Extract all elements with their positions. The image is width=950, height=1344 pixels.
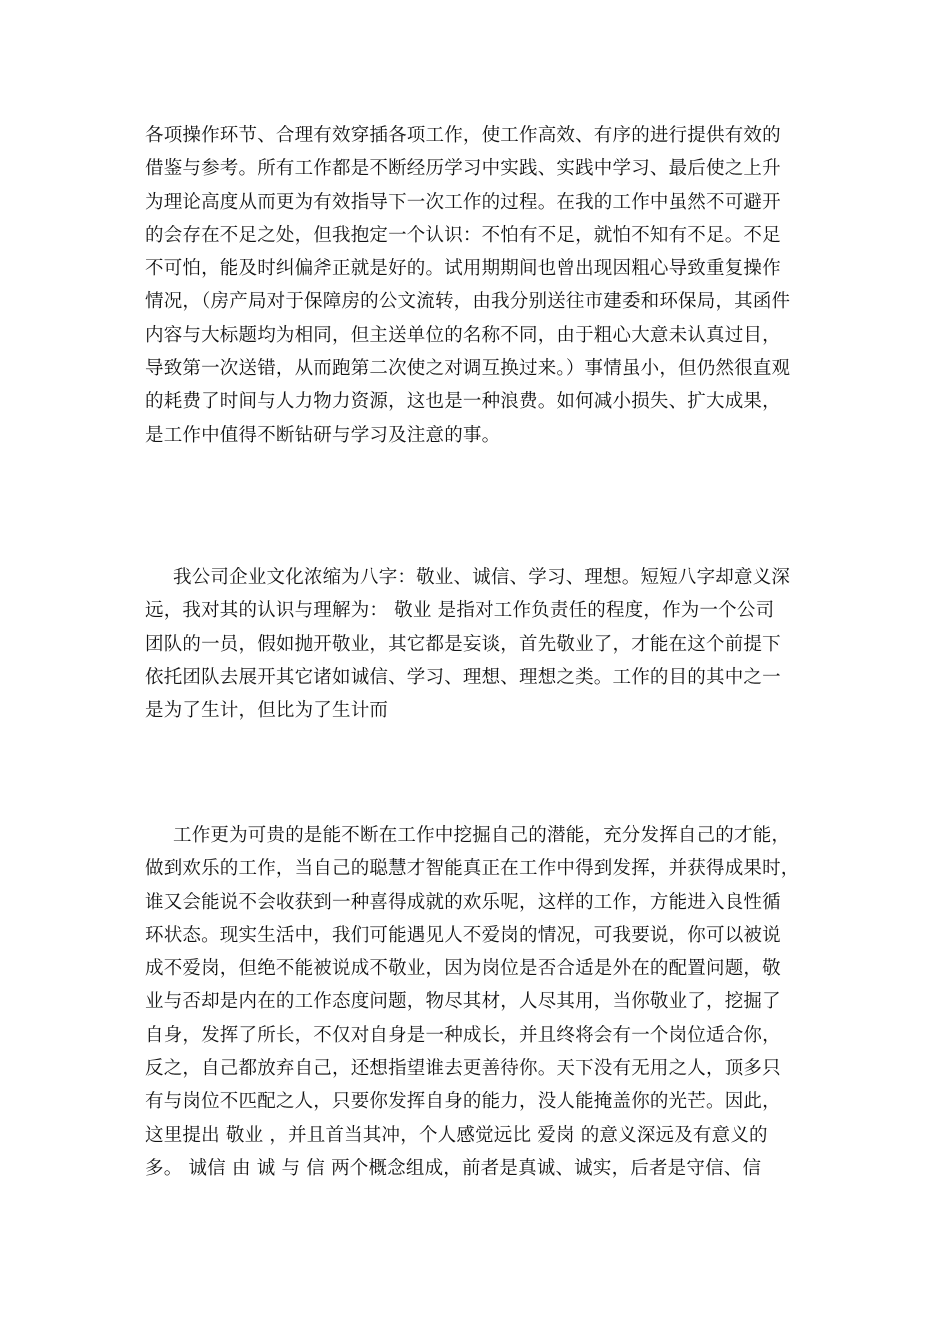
- text-line: 做到欢乐的工作，当自己的聪慧才智能真正在工作中得到发挥，并获得成果时，: [145, 858, 800, 880]
- text-line: 我公司企业文化浓缩为八字：敬业、诚信、学习、理想。短短八字却意义深: [173, 567, 791, 588]
- text-line: 是工作中值得不断钻研与学习及注意的事。: [145, 424, 501, 446]
- text-line: 的会存在不足之处，但我抱定一个认识：不怕有不足，就怕不知有不足。不足: [145, 224, 781, 246]
- text-line: 是为了生计，但比为了生计而: [145, 700, 389, 722]
- text-line: 工作更为可贵的是能不断在工作中挖掘自己的潜能，充分发挥自己的才能，: [173, 825, 791, 846]
- text-line: 成不爱岗，但绝不能被说成不敬业，因为岗位是否合适是外在的配置问题，敬: [145, 958, 781, 980]
- text-line: 导致第一次送错，从而跑第二次使之对调互换过来。）事情虽小，但仍然很直观: [145, 358, 791, 380]
- text-line: 情况，（房产局对于保障房的公文流转，由我分别送往市建委和环保局，其函件: [145, 291, 791, 313]
- text-line: 各项操作环节、合理有效穿插各项工作，使工作高效、有序的进行提供有效的: [145, 125, 781, 146]
- text-line: 依托团队去展开其它诸如诚信、学习、理想、理想之类。工作的目的其中之一: [145, 666, 781, 688]
- text-line: 有与岗位不匹配之人，只要你发挥自身的能力，没人能掩盖你的光芒。因此，: [145, 1091, 781, 1113]
- text-line: 团队的一员，假如抛开敬业，其它都是妄谈，首先敬业了，才能在这个前提下: [145, 633, 781, 655]
- text-line: 这里提出 敬业 ，并且首当其冲，个人感觉远比 爱岗 的意义深远及有意义的: [145, 1124, 768, 1146]
- text-line: 远，我对其的认识与理解为： 敬业 是指对工作负责任的程度，作为一个公司: [145, 600, 775, 622]
- text-line: 为理论高度从而更为有效指导下一次工作的过程。在我的工作中虽然不可避开: [145, 191, 781, 213]
- text-line: 内容与大标题均为相同，但主送单位的名称不同，由于粗心大意未认真过目，: [145, 324, 781, 346]
- text-line: 的耗费了时间与人力物力资源，这也是一种浪费。如何减小损失、扩大成果，: [145, 391, 781, 413]
- text-line: 不可怕，能及时纠偏斧正就是好的。试用期期间也曾出现因粗心导致重复操作: [145, 258, 781, 280]
- text-line: 借鉴与参考。所有工作都是不断经历学习中实践、实践中学习、最后使之上升: [145, 158, 781, 180]
- paragraph-dedication: [145, 819, 815, 1185]
- text-line: 多。 诚信 由 诚 与 信 两个概念组成，前者是真诚、诚实，后者是守信、信: [145, 1157, 762, 1179]
- text-line: 反之，自己都放弃自己，还想指望谁去更善待你。天下没有无用之人，顶多只: [145, 1058, 781, 1080]
- text-line: 自身，发挥了所长，不仅对自身是一种成长，并且终将会有一个岗位适合你，: [145, 1024, 781, 1046]
- paragraph-company-culture: [145, 561, 815, 727]
- paragraph-work-reflection: [145, 119, 815, 452]
- text-line: 谁又会能说不会收获到一种喜得成就的欢乐呢，这样的工作，方能进入良性循: [145, 891, 781, 913]
- text-line: 环状态。现实生活中，我们可能遇见人不爱岗的情况，可我要说，你可以被说: [145, 924, 781, 946]
- text-line: 业与否却是内在的工作态度问题，物尽其材，人尽其用，当你敬业了，挖掘了: [145, 991, 781, 1013]
